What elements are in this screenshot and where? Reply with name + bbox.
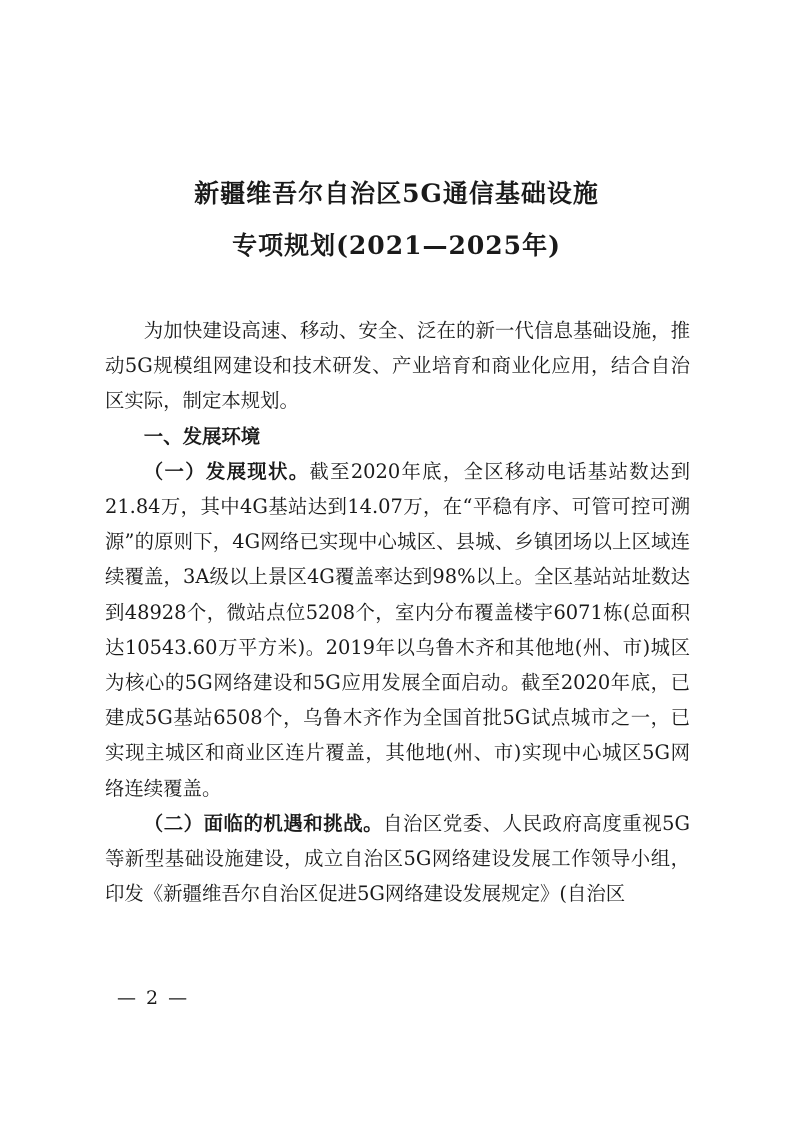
paragraph-opportunities-challenges — [105, 806, 690, 912]
paragraph-current-status-text: 截至2020年底，全区移动电话基站数达到21.84万，其中4G基站达到14.07万，在“平稳有序、可管可控可溯源”的原则下，4G网络已实现中心城区、县城、乡镇团场以上区域连续覆盖，3A级以上景区4G覆盖率达到98%以上。全区基站站址数达到48928个，微站点位5208个，室内分布覆盖楼宇6071栋(总面积达10543.60万平方米)。2019年以乌鲁木齐和其他地(州、市)城区为核心的5G网络建设和5G应用发展全面启动。截至2020年底，已建成5G基站6508个，乌鲁木齐作为全国首批5G试点城市之一，已实现主城区和商业区连片覆盖，其他地(州、市)实现中心城区5G网络连续覆盖。 — [105, 459, 690, 800]
subsection-lead-opportunities: （二）面临的机遇和挑战。 — [143, 811, 384, 835]
document-body — [105, 313, 690, 911]
paragraph-current-status — [105, 454, 690, 806]
section-heading-development-environment: 一、发展环境 — [143, 424, 261, 448]
intro-paragraph: 为加快建设高速、移动、安全、泛在的新一代信息基础设施，推动5G规模组网建设和技术研发、产业培育和商业化应用，结合自治区实际，制定本规划。 — [105, 319, 690, 413]
paragraph-opportunities-text: 自治区党委、人民政府高度重视5G等新型基础设施建设，成立自治区5G网络建设发展工作领导小组，印发《新疆维吾尔自治区促进5G网络建设发展规定》(自治区 — [105, 811, 690, 906]
document-title-line-1: 新疆维吾尔自治区5G通信基础设施 — [194, 179, 599, 208]
document-title-line-2: 专项规划(2021—2025年) — [232, 231, 561, 260]
page-number: — 2 — — [117, 987, 190, 1009]
subsection-lead-current-status: （一）发展现状。 — [143, 459, 310, 483]
